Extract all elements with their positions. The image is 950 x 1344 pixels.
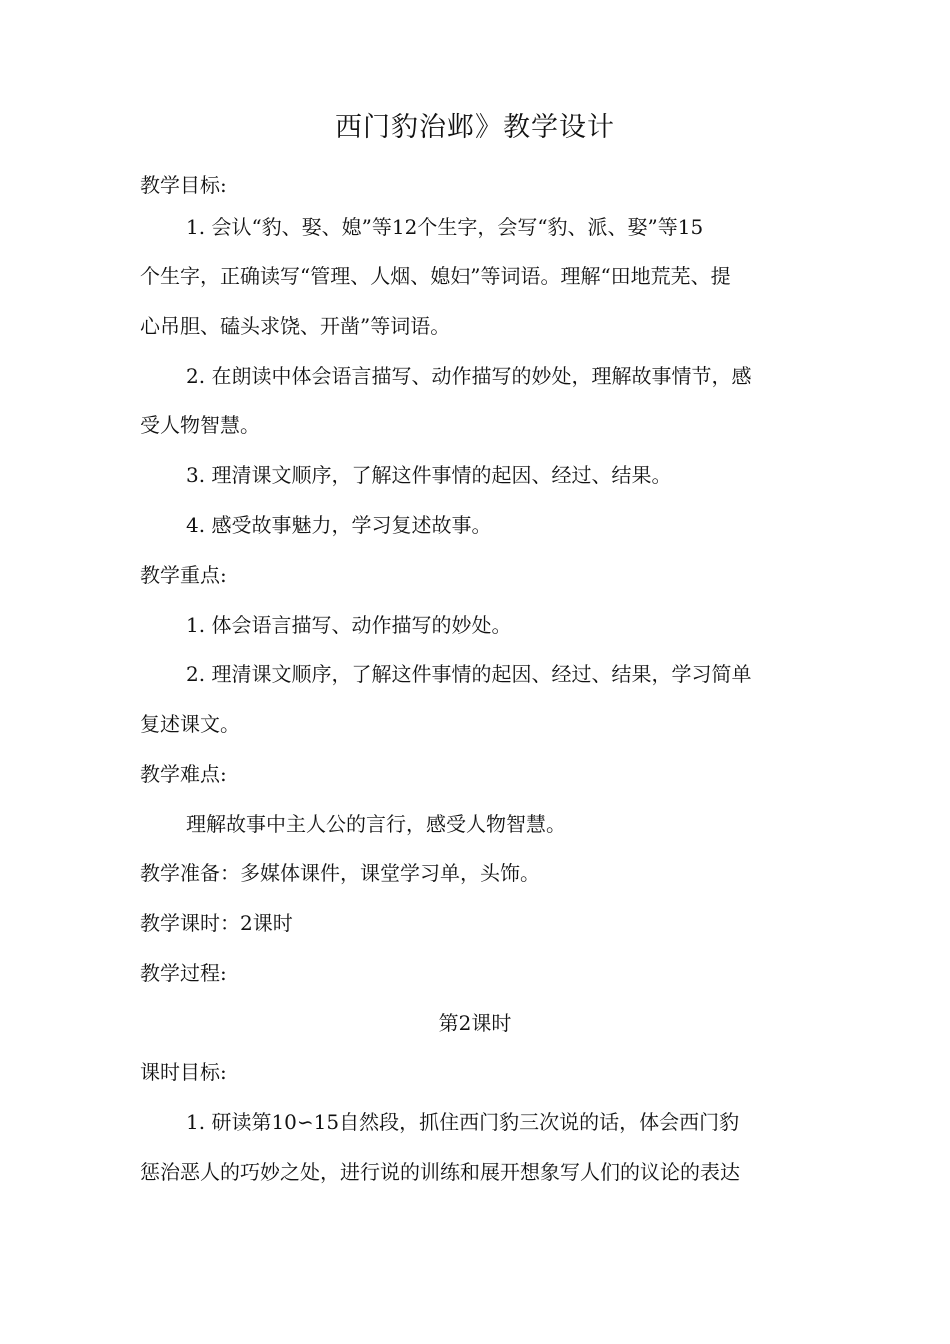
section-heading-process: 教学过程: — [140, 961, 227, 985]
objective-3: 3. 理清课文顺序，了解这件事情的起因、经过、结果。 — [186, 463, 672, 487]
teaching-periods: 教学课时：2课时 — [140, 911, 293, 935]
document-title: 西门豹治邺》教学设计 — [335, 112, 615, 143]
section-heading-period-objectives: 课时目标: — [140, 1060, 227, 1084]
difficulty-text: 理解故事中主人公的言行，感受人物智慧。 — [186, 812, 566, 836]
period-heading: 第2课时 — [438, 1011, 512, 1035]
key-point-2-line-1: 2. 理清课文顺序，了解这件事情的起因、经过、结果，学习简单 — [186, 662, 752, 686]
period-objective-1-line-2: 惩治恶人的巧妙之处，进行说的训练和展开想象写人们的议论的表达 — [140, 1160, 740, 1184]
objective-1-line-3: 心吊胆、磕头求饶、开凿”等词语。 — [140, 314, 451, 338]
period-objective-1-line-1: 1. 研读第10∽15自然段，抓住西门豹三次说的话，体会西门豹 — [186, 1110, 740, 1134]
objective-2-line-2: 受人物智慧。 — [140, 413, 260, 437]
objective-1-line-2: 个生字，正确读写“管理、人烟、媳妇”等词语。理解“田地荒芜、提 — [140, 264, 731, 288]
section-heading-key-points: 教学重点: — [140, 563, 227, 587]
teaching-preparation: 教学准备：多媒体课件，课堂学习单，头饰。 — [140, 861, 540, 885]
objective-2-line-1: 2. 在朗读中体会语言描写、动作描写的妙处，理解故事情节，感 — [186, 364, 752, 388]
section-heading-objectives: 教学目标: — [140, 173, 227, 197]
objective-1-line-1: 1. 会认“豹、娶、媳”等12个生字，会写“豹、派、娶”等15 — [186, 215, 704, 239]
key-point-1: 1. 体会语言描写、动作描写的妙处。 — [186, 613, 512, 637]
objective-4: 4. 感受故事魅力，学习复述故事。 — [186, 513, 492, 537]
section-heading-difficulties: 教学难点: — [140, 762, 227, 786]
key-point-2-line-2: 复述课文。 — [140, 712, 240, 736]
